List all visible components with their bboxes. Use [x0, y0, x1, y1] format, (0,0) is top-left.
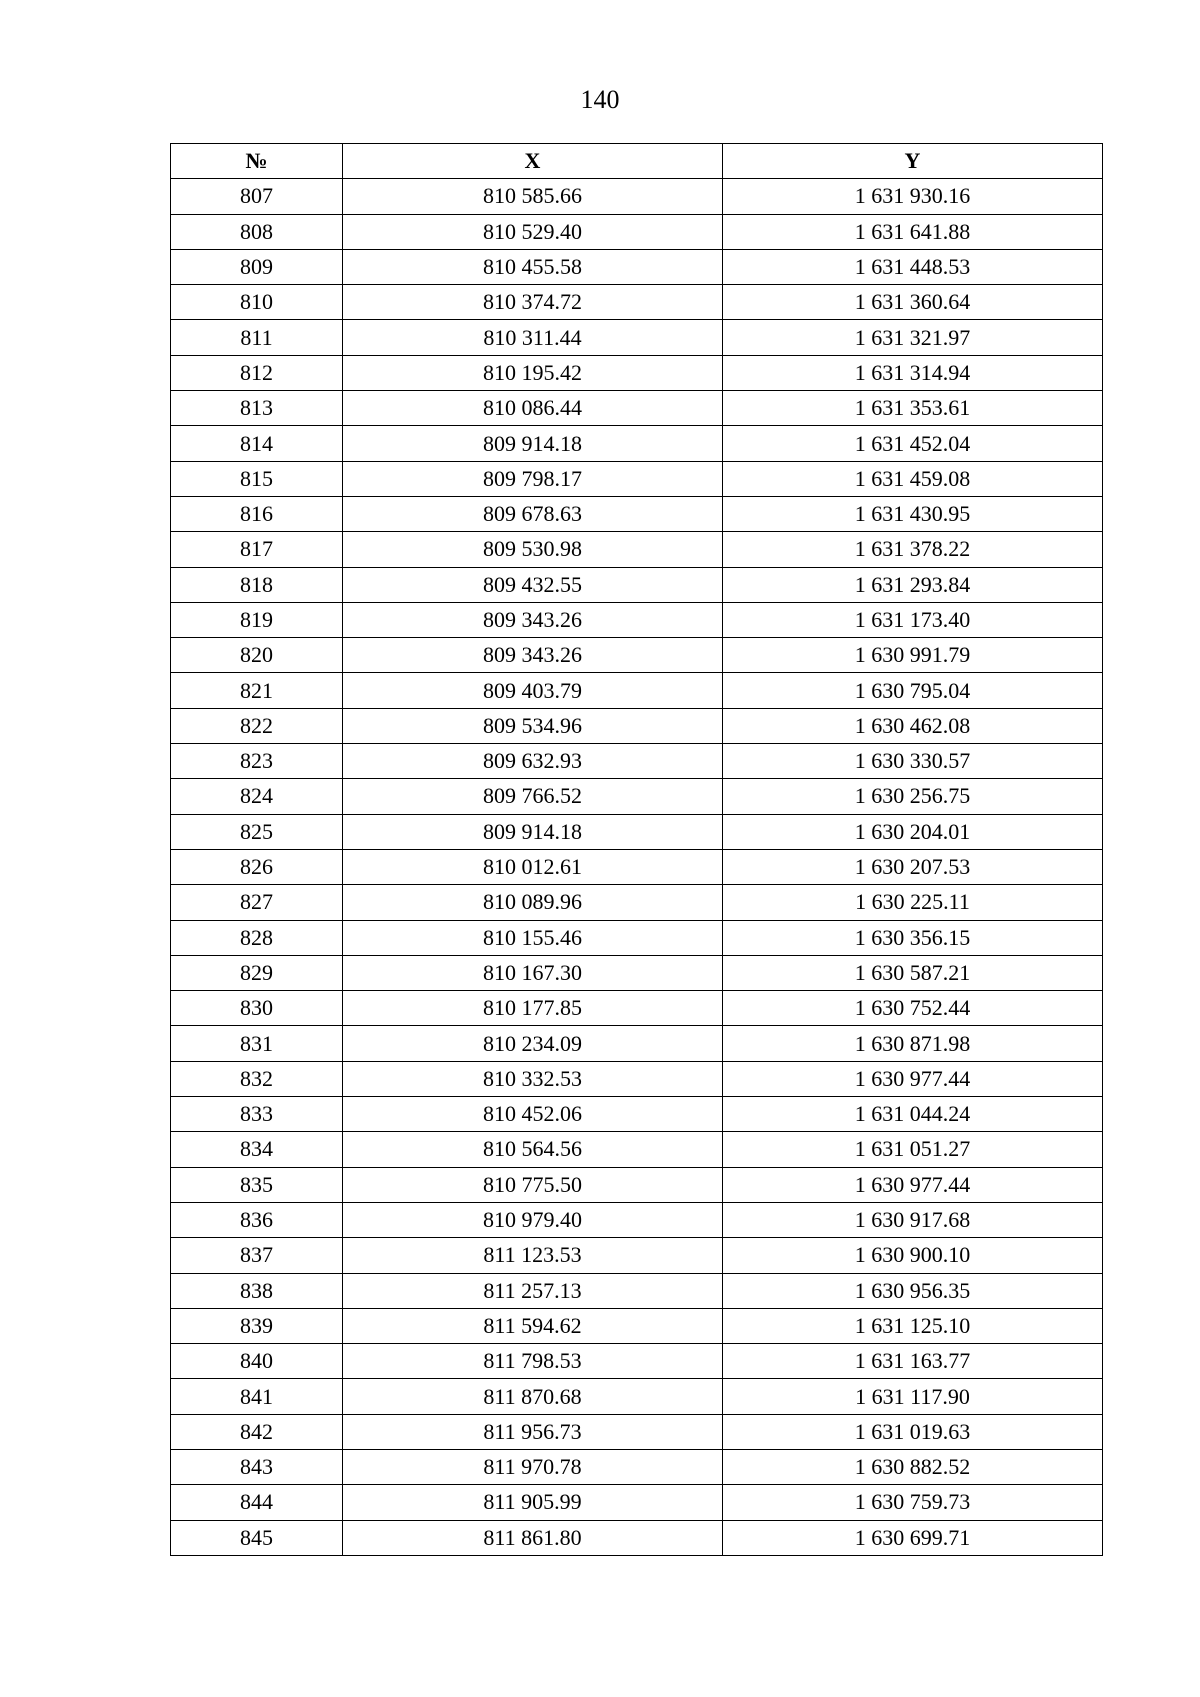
- cell-number: 815: [171, 461, 343, 496]
- cell-number: 826: [171, 849, 343, 884]
- cell-x: 810 332.53: [343, 1061, 723, 1096]
- cell-x: 811 798.53: [343, 1344, 723, 1379]
- cell-y: 1 631 314.94: [723, 355, 1103, 390]
- cell-y: 1 631 360.64: [723, 285, 1103, 320]
- cell-number: 838: [171, 1273, 343, 1308]
- cell-x: 810 529.40: [343, 214, 723, 249]
- table-row: [171, 673, 1103, 708]
- cell-y: 1 631 641.88: [723, 214, 1103, 249]
- page-number: 140: [580, 85, 620, 114]
- cell-number: 821: [171, 673, 343, 708]
- cell-y: 1 630 795.04: [723, 673, 1103, 708]
- cell-y: 1 630 462.08: [723, 708, 1103, 743]
- cell-number: 820: [171, 638, 343, 673]
- cell-number: 823: [171, 744, 343, 779]
- cell-x: 810 455.58: [343, 249, 723, 284]
- cell-y: 1 630 699.71: [723, 1520, 1103, 1555]
- cell-number: 810: [171, 285, 343, 320]
- table-row: [171, 779, 1103, 814]
- cell-x: 810 374.72: [343, 285, 723, 320]
- table-row: [171, 179, 1103, 214]
- cell-y: 1 630 330.57: [723, 744, 1103, 779]
- cell-y: 1 630 871.98: [723, 1026, 1103, 1061]
- cell-y: 1 630 917.68: [723, 1202, 1103, 1237]
- cell-y: 1 631 353.61: [723, 391, 1103, 426]
- table-row: [171, 991, 1103, 1026]
- table-row: [171, 1026, 1103, 1061]
- cell-number: 807: [171, 179, 343, 214]
- cell-y: 1 631 930.16: [723, 179, 1103, 214]
- cell-number: 837: [171, 1238, 343, 1273]
- cell-x: 810 195.42: [343, 355, 723, 390]
- cell-y: 1 631 163.77: [723, 1344, 1103, 1379]
- table-row: [171, 1061, 1103, 1096]
- table-row: [171, 849, 1103, 884]
- cell-x: 810 086.44: [343, 391, 723, 426]
- cell-x: 811 123.53: [343, 1238, 723, 1273]
- cell-number: 843: [171, 1449, 343, 1484]
- cell-y: 1 630 759.73: [723, 1485, 1103, 1520]
- cell-x: 810 155.46: [343, 920, 723, 955]
- cell-number: 811: [171, 320, 343, 355]
- table-row: [171, 885, 1103, 920]
- cell-y: 1 631 019.63: [723, 1414, 1103, 1449]
- cell-x: 810 311.44: [343, 320, 723, 355]
- cell-x: 809 632.93: [343, 744, 723, 779]
- table-row: [171, 1379, 1103, 1414]
- table-row: [171, 1485, 1103, 1520]
- cell-y: 1 631 173.40: [723, 602, 1103, 637]
- table-row: [171, 1344, 1103, 1379]
- cell-number: 809: [171, 249, 343, 284]
- cell-y: 1 631 448.53: [723, 249, 1103, 284]
- cell-number: 841: [171, 1379, 343, 1414]
- cell-x: 811 970.78: [343, 1449, 723, 1484]
- table-row: [171, 249, 1103, 284]
- table-header-row: [171, 144, 1103, 179]
- cell-y: 1 631 293.84: [723, 567, 1103, 602]
- cell-number: 845: [171, 1520, 343, 1555]
- cell-x: 809 343.26: [343, 602, 723, 637]
- cell-y: 1 630 356.15: [723, 920, 1103, 955]
- cell-y: 1 630 207.53: [723, 849, 1103, 884]
- table-row: [171, 955, 1103, 990]
- coordinates-table: [170, 143, 1103, 1556]
- cell-number: 825: [171, 814, 343, 849]
- cell-y: 1 630 225.11: [723, 885, 1103, 920]
- cell-y: 1 631 321.97: [723, 320, 1103, 355]
- table-row: [171, 1449, 1103, 1484]
- table-row: [171, 1132, 1103, 1167]
- table-row: [171, 214, 1103, 249]
- table-row: [171, 1414, 1103, 1449]
- cell-number: 835: [171, 1167, 343, 1202]
- cell-x: 810 234.09: [343, 1026, 723, 1061]
- table-row: [171, 391, 1103, 426]
- cell-y: 1 631 459.08: [723, 461, 1103, 496]
- cell-number: 836: [171, 1202, 343, 1237]
- cell-number: 814: [171, 426, 343, 461]
- column-header-number: №: [171, 144, 343, 179]
- cell-number: 818: [171, 567, 343, 602]
- cell-x: 810 452.06: [343, 1097, 723, 1132]
- table-row: [171, 602, 1103, 637]
- cell-number: 828: [171, 920, 343, 955]
- cell-y: 1 630 752.44: [723, 991, 1103, 1026]
- cell-y: 1 631 452.04: [723, 426, 1103, 461]
- cell-y: 1 630 587.21: [723, 955, 1103, 990]
- cell-x: 810 177.85: [343, 991, 723, 1026]
- table-row: [171, 355, 1103, 390]
- table-row: [171, 1273, 1103, 1308]
- cell-x: 809 914.18: [343, 814, 723, 849]
- cell-number: 819: [171, 602, 343, 637]
- table-row: [171, 532, 1103, 567]
- cell-y: 1 630 956.35: [723, 1273, 1103, 1308]
- cell-number: 827: [171, 885, 343, 920]
- table-row: [171, 1238, 1103, 1273]
- cell-y: 1 631 044.24: [723, 1097, 1103, 1132]
- cell-x: 811 905.99: [343, 1485, 723, 1520]
- cell-number: 812: [171, 355, 343, 390]
- cell-x: 809 678.63: [343, 496, 723, 531]
- table-body: [171, 179, 1103, 1556]
- table-row: [171, 744, 1103, 779]
- table-row: [171, 920, 1103, 955]
- table-row: [171, 567, 1103, 602]
- cell-x: 809 343.26: [343, 638, 723, 673]
- table-row: [171, 638, 1103, 673]
- column-header-x: X: [343, 144, 723, 179]
- cell-x: 811 257.13: [343, 1273, 723, 1308]
- cell-x: 811 870.68: [343, 1379, 723, 1414]
- cell-y: 1 630 977.44: [723, 1061, 1103, 1096]
- cell-x: 810 089.96: [343, 885, 723, 920]
- cell-number: 831: [171, 1026, 343, 1061]
- cell-number: 839: [171, 1308, 343, 1343]
- cell-number: 842: [171, 1414, 343, 1449]
- table-row: [171, 426, 1103, 461]
- table-row: [171, 320, 1103, 355]
- cell-number: 832: [171, 1061, 343, 1096]
- cell-y: 1 630 882.52: [723, 1449, 1103, 1484]
- cell-x: 809 766.52: [343, 779, 723, 814]
- cell-y: 1 630 900.10: [723, 1238, 1103, 1273]
- cell-y: 1 631 125.10: [723, 1308, 1103, 1343]
- cell-number: 808: [171, 214, 343, 249]
- cell-x: 809 534.96: [343, 708, 723, 743]
- table-row: [171, 1097, 1103, 1132]
- cell-x: 810 012.61: [343, 849, 723, 884]
- cell-number: 833: [171, 1097, 343, 1132]
- table-row: [171, 496, 1103, 531]
- cell-x: 810 775.50: [343, 1167, 723, 1202]
- cell-x: 811 594.62: [343, 1308, 723, 1343]
- cell-number: 822: [171, 708, 343, 743]
- cell-number: 813: [171, 391, 343, 426]
- cell-number: 830: [171, 991, 343, 1026]
- table-row: [171, 1520, 1103, 1555]
- cell-y: 1 630 204.01: [723, 814, 1103, 849]
- cell-x: 809 403.79: [343, 673, 723, 708]
- table-row: [171, 814, 1103, 849]
- table-row: [171, 1167, 1103, 1202]
- cell-x: 810 585.66: [343, 179, 723, 214]
- cell-number: 816: [171, 496, 343, 531]
- cell-x: 811 956.73: [343, 1414, 723, 1449]
- cell-x: 811 861.80: [343, 1520, 723, 1555]
- cell-number: 834: [171, 1132, 343, 1167]
- cell-x: 809 530.98: [343, 532, 723, 567]
- table-row: [171, 1308, 1103, 1343]
- cell-x: 809 798.17: [343, 461, 723, 496]
- table-row: [171, 285, 1103, 320]
- cell-x: 810 564.56: [343, 1132, 723, 1167]
- table-row: [171, 708, 1103, 743]
- cell-x: 810 979.40: [343, 1202, 723, 1237]
- cell-y: 1 630 977.44: [723, 1167, 1103, 1202]
- cell-number: 840: [171, 1344, 343, 1379]
- cell-y: 1 630 991.79: [723, 638, 1103, 673]
- cell-number: 817: [171, 532, 343, 567]
- cell-number: 824: [171, 779, 343, 814]
- cell-x: 810 167.30: [343, 955, 723, 990]
- cell-y: 1 631 051.27: [723, 1132, 1103, 1167]
- cell-number: 829: [171, 955, 343, 990]
- cell-x: 809 432.55: [343, 567, 723, 602]
- cell-y: 1 630 256.75: [723, 779, 1103, 814]
- table-row: [171, 461, 1103, 496]
- cell-y: 1 631 378.22: [723, 532, 1103, 567]
- column-header-y: Y: [723, 144, 1103, 179]
- cell-y: 1 631 117.90: [723, 1379, 1103, 1414]
- cell-y: 1 631 430.95: [723, 496, 1103, 531]
- cell-number: 844: [171, 1485, 343, 1520]
- table-row: [171, 1202, 1103, 1237]
- cell-x: 809 914.18: [343, 426, 723, 461]
